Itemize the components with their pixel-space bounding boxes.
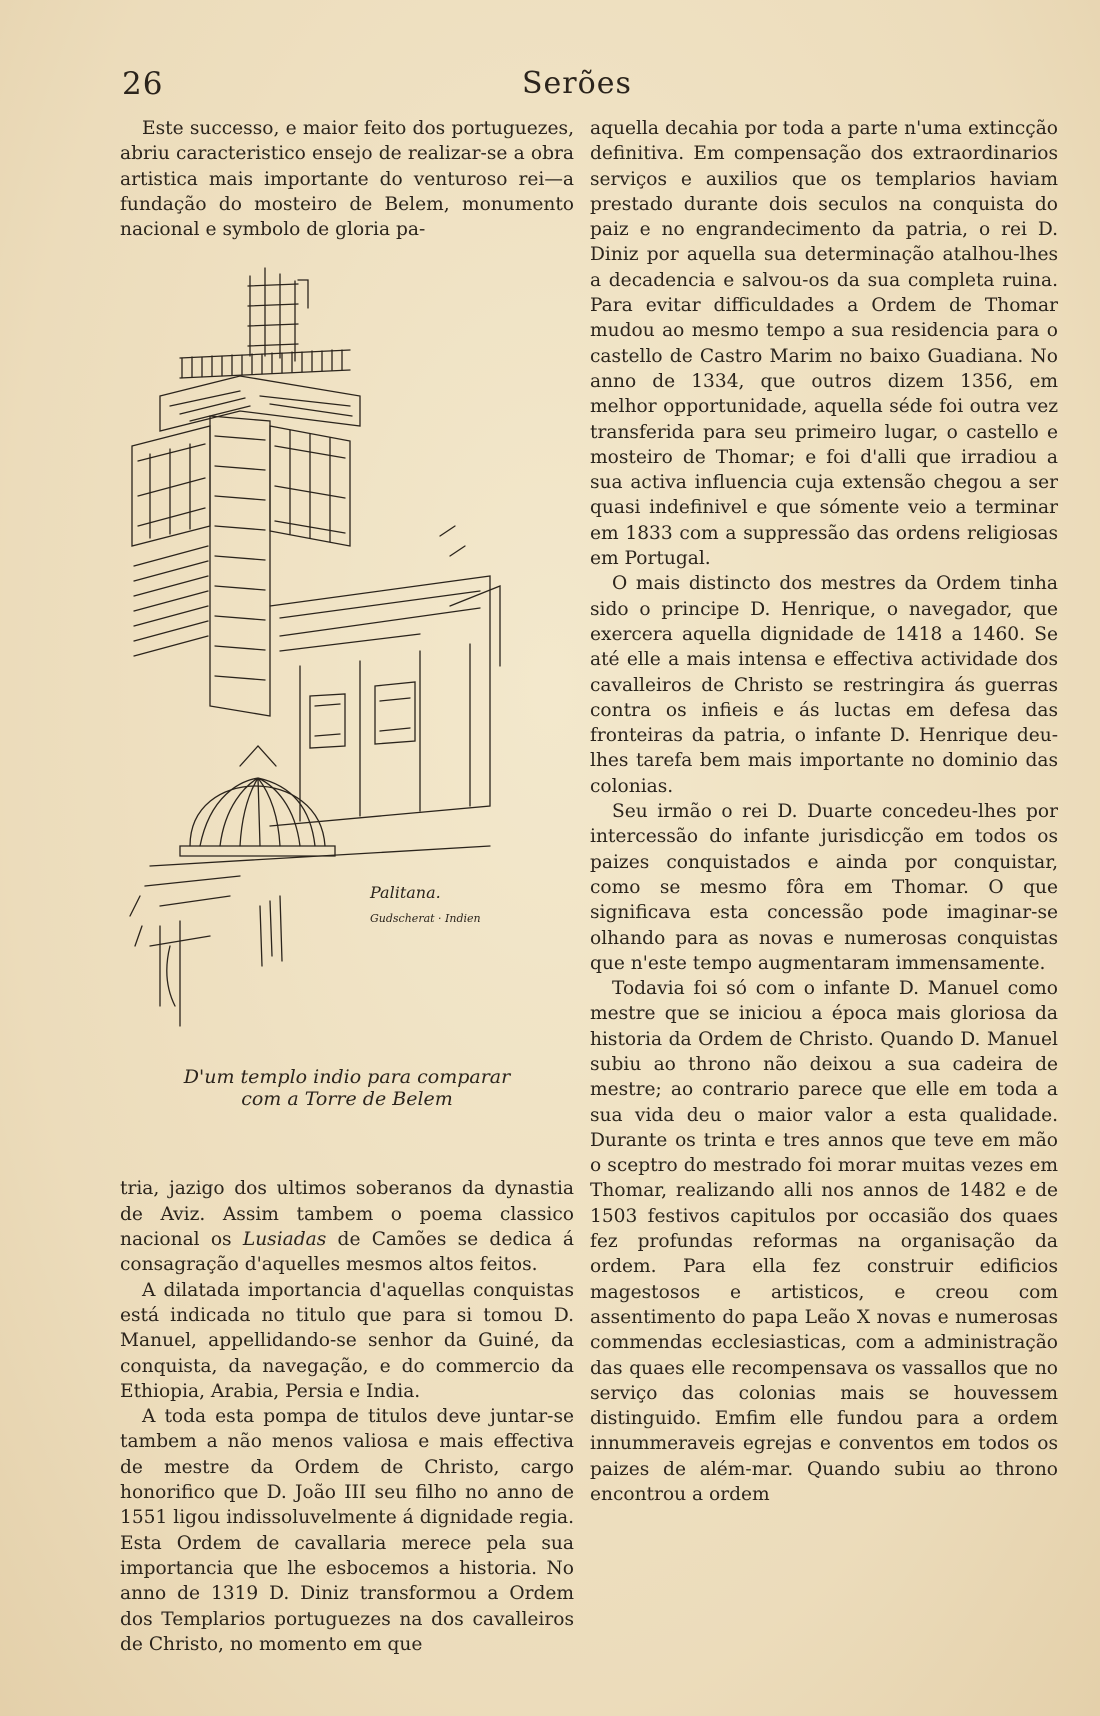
paragraph: Seu irmão o rei D. Duarte concedeu-lhes por intercessão do infante jurisdicção em todos os paizes conquistados e ainda por conquistar, como se mesmo fôra em Thomar. O que significava esta concessão pode imaginar-se olhando para as novas e numerosas conquistas que n'este tempo augmentaram immensamente. [590, 801, 1058, 974]
paragraph: aquella decahia por toda a parte n'uma extincção definitiva. Em compensação dos extraordinarios serviços e auxilios que os templarios haviam prestado durante dois seculos na conquista do paiz e no engrandecimento da patria, o rei D. Diniz por aquella sua determinação atalhou-lhes a decadencia e salvou-os da sua completa ruina. Para evitar difficuldades a Ordem de Thomar mudou ao mesmo tempo a sua residencia para o castello de Castro Marim no baixo Guadiana. No anno de 1334, que outros dizem 1356, em melhor opportunidade, aquella séde foi outra vez transferida para seu primeiro lugar, o castello e mosteiro de Thomar; e foi d'alli que irradiou a sua activa influencia cuja extensão chegou a ser quasi indefinivel e que sómente veio a terminar em 1833 com a suppressão das ordens religiosas em Portugal. [590, 118, 1058, 570]
right-column [590, 116, 1058, 1507]
sketch-inscription-place: Palitana. [370, 883, 441, 903]
paragraph-text: tria, jazigo dos ultimos soberanos da dynastia de Aviz. Assim tambem o poema classico nacional os [120, 1178, 574, 1251]
figure-caption [120, 1066, 574, 1110]
sketch-inscription-region: Gudscherat · Indien [370, 912, 481, 926]
paragraph: A toda esta pompa de titulos deve juntar-se tambem a não menos valiosa e mais effectiva de mestre da Ordem de Christo, cargo honorifico que D. João III seu filho no anno de 1551 ligou indissoluvelmente á dignidade regia. Esta Ordem de cavallaria merece pela sua importancia que lhe esbocemos a historia. No anno de 1319 D. Diniz transformou a Ordem dos Templarios portuguezes na dos cavalleiros de Christo, no momento em que [120, 1406, 574, 1655]
left-column [120, 116, 574, 1657]
running-title: Serões [522, 66, 632, 101]
paragraph-text: de Camões se dedica á consagração d'aquelles mesmos altos feitos. [120, 1229, 574, 1276]
caption-line: com a Torre de Belem [241, 1088, 453, 1111]
work-title: Lusiadas [242, 1229, 327, 1251]
paragraph: Este successo, e maior feito dos portuguezes, abriu caracteristico ensejo de realizar-se a obra artistica mais importante do venturoso rei—a fundação do mosteiro de Belem, monumento nacional e symbolo de gloria pa- [120, 118, 574, 241]
paragraph: Todavia foi só com o infante D. Manuel como mestre que se iniciou a época mais gloriosa da historia da Ordem de Christo. Quando D. Manuel subiu ao throno não deixou a sua cadeira de mestre; ao contrario parece que elle em toda a sua vida deu o maior valor a esta qualidade. Durante os trinta e tres annos que teve em mão o sceptro do mestrado foi morar muitas vezes em Thomar, realizando alli nos annos de 1482 e de 1503 festivos capitulos por occasião dos quaes fez profundas reformas na organisação da ordem. Para ella fez construir edificios magestosos e artisticos, e creou com assentimento do papa Leão X novas e numerosas commendas ecclesiasticas, com a administração das quaes elle recompensava os vassallos que no serviço das colonias mais se houvessem distinguido. Emfim elle fundou para a ordem innummeraveis egrejas e conventos em todos os paizes de além-mar. Quando subiu ao throno encontrou a ordem [590, 978, 1058, 1506]
caption-line: D'um templo indio para comparar [183, 1066, 511, 1089]
paragraph: A dilatada importancia d'aquellas conquistas está indicada no titulo que para si tomou D. Manuel, appellidando-se senhor da Guiné, da conquista, da navegação, e do commercio da Ethiopia, Arabia, Persia e India. [120, 1279, 574, 1402]
temple-illustration-figure [120, 246, 574, 1176]
paragraph [120, 1176, 574, 1277]
page-number: 26 [122, 66, 164, 102]
temple-sketch [120, 246, 574, 1056]
paragraph: O mais distincto dos mestres da Ordem tinha sido o principe D. Henrique, o navegador, que exercera aquella dignidade de 1418 a 1460. Se até elle a mais intensa e effectiva actividade dos cavalleiros de Christo se restringira ás guerras contra os infieis e ás luctas em defesa das fronteiras da patria, o infante D. Henrique deu-lhes tarefa bem mais importante no dominio das colonias. [590, 573, 1058, 797]
